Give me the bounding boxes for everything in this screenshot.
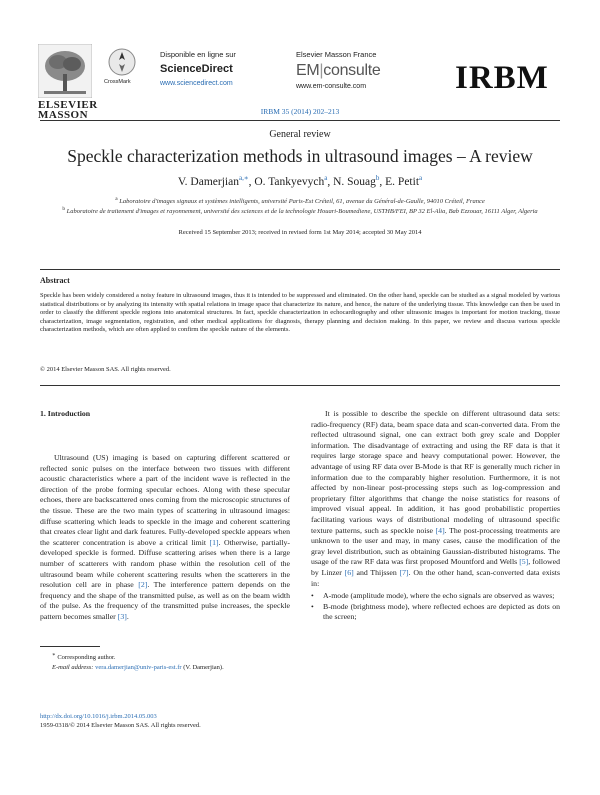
publisher-name: Elsevier Masson France [296,50,377,59]
article-dates: Received 15 September 2013; received in revised form 1st May 2014; accepted 30 May 2014 [178,229,422,236]
citation-link[interactable]: [6] [344,567,354,577]
affiliation-a: $^a$ Laboratoire d'images signaux et systèmes intelligents, université Paris-Est Créteil, 61, avenue du Général-de-Gaulle, 94010 Créteil, France [115,196,485,206]
author-name: N. Souag [333,175,376,188]
abstract-heading: Abstract [40,276,70,285]
author-separator: , [379,175,386,188]
author-list [0,174,600,188]
issn-line: 1959-0318/© 2014 Elsevier Masson SAS. All rights reserved. [40,722,201,730]
em-consulte-brand: EM|consulte [296,62,381,79]
citation-link[interactable]: [7] [399,567,409,577]
left-column [40,453,290,623]
header-rule [40,120,560,121]
author-name: V. Damerjian [177,175,239,188]
citation-link[interactable]: [5] [519,557,529,567]
author-name: O. Tankyevych [254,175,325,188]
paragraph: It is possible to describe the speckle on different ultrasound data sets: radio-frequency (RF) data, beam space data and scan-converted data. From the reflected ultrasound signal, one can extract both grey scale and Doppler information. The disadvantage of extracting and using the RF data is that it requires large storage space and heavy computational power. However, the advantage of using RF data over B-Mode is that RF is generally much richer in information due to the comparably higher resolution. Furthermore, it is not affected by non-linear post-processing steps such as log-compression and proprietary filter algorithms that change the noise statistics for reasons of improved visual appeal. In addition, it has good probabilistic properties facilitating various ways of distributional modeling of ultrasound specific texture patterns, such as speckle noise [4]. The post-processing treatments are unknown to the user and may, in many cases, cause the modification of the gray level distribution, such as obtaining Gaussian-distributed histograms. The usage of the raw RF data was first proposed Mountford and Wells [5], followed by Linzer [6] and Thijssen [7]. On the other hand, scan-converted data exists in: [311,409,560,588]
abstract-top-rule [40,269,560,270]
bullet-list [311,591,560,623]
author-email-link[interactable]: vera.damerjian@univ-paris-est.fr [95,663,182,671]
paragraph: Ultrasound (US) imaging is based on capturing different scattered or reflected sonic pulses on the interface between two tissues with different acoustic characteristics where a part of the incident wave is reflected in the direction of the probe forming specular echoes. Along with these specular echoes, there are backscattered ones coming from the microscopic structures of the tissue. These are the two main types of scattering in ultrasound images: diffuse scattering which leads to speckle in the image and coherent scattering that creates clear light and dark features. Fully-developed speckle appears when the scatterer concentration is above a critical limit [1]. Otherwise, partially-developed speckle is formed. Diffuse scattering arises when there is a large number of scatterers with random phase within the resolution cell of the ultrasound beam while coherent scattering results when the scatterers in the resolution cell are in phase [2]. The interference pattern depends on the frequency and the shape of the transmitted pulse, as well as on the beam width of the pulse. As the frequency of the transmitted pulse increases, the speckle pattern becomes smaller [3]. [40,453,291,621]
citation-link[interactable]: [4] [435,525,445,535]
author-affiliation-mark[interactable]: a [419,174,423,182]
author-affiliation-mark[interactable]: a [324,174,328,182]
citation-link[interactable]: [1] [209,537,219,547]
sciencedirect-brand: ScienceDirect [160,63,233,75]
page-footer [40,712,201,731]
crossmark-icon[interactable] [108,48,136,76]
author-separator: , [327,175,334,188]
available-online-text: Disponible en ligne sur [160,50,236,59]
article-title: Speckle characterization methods in ultrasound images – A review [67,146,533,166]
journal-citation[interactable]: IRBM 35 (2014) 202–213 [260,107,340,116]
author-name: E. Petit [385,175,420,188]
abstract-copyright: © 2014 Elsevier Masson SAS. All rights reserved. [40,366,171,373]
abstract-bottom-rule [40,385,560,386]
doi-link[interactable]: http://dx.doi.org/10.1016/j.irbm.2014.05.003 [40,713,157,720]
section-heading-introduction: 1. Introduction [40,409,91,418]
journal-logo: IRBM [455,60,549,96]
elsevier-masson-wordmark: ELSEVIER MASSON [38,99,98,121]
abstract-text: Speckle has been widely considered a noisy feature in ultrasound images, thus it is intended to be suppressed and eliminated. On the other hand, speckle can be studied as a signal modeled by various statistical distributions or by analyzing its intensity with spatial relations in image space that characterize its nature, and hence, the nature of the underlying tissue. This knowledge can then be used in order to classify the different speckle regions into anatomical structures. In fact, speckle characterization in echocardiography and other ultrasonic images is important for motion tracking, tissue characterization, image segmentation, registration, and other medical applications for diagnosis, therapy planning and decision making. In this paper, we review and discuss various speckle characterization methods, which are often applied to confirm the speckle nature of the elements. [40,292,560,334]
citation-link[interactable]: [3] [117,611,127,621]
footnote: ∗ Corresponding author. E-mail address: vera.damerjian@univ-paris-est.fr (V. Damerjian). [52,652,224,671]
right-column [311,409,560,623]
list-item: • A-mode (amplitude mode), where the echo signals are observed as waves; [311,591,555,601]
article-type: General review [269,129,331,140]
footnote-rule [40,646,100,647]
author-separator: , [248,175,255,188]
sciencedirect-link[interactable]: www.sciencedirect.com [160,80,233,87]
em-consulte-link[interactable]: www.em-consulte.com [296,83,367,90]
list-item: • B-mode (brightness mode), where reflected echoes are depicted as dots on the screen; [311,601,560,622]
affiliation-b: $^b$ Laboratoire de traitement d'images et rayonnement, université des sciences et de la technologie Houari-Boumediene, USTHB/FEI, BP 32 El-Alia, Bab Ezzouar, 16111 Alger, Algeria [62,206,538,216]
citation-link[interactable]: [2] [138,580,148,590]
author-affiliation-mark[interactable]: b [375,174,380,182]
elsevier-tree-logo [38,44,92,98]
crossmark-label: CrossMark [104,79,131,85]
author-affiliation-mark[interactable]: a,∗ [238,174,249,182]
